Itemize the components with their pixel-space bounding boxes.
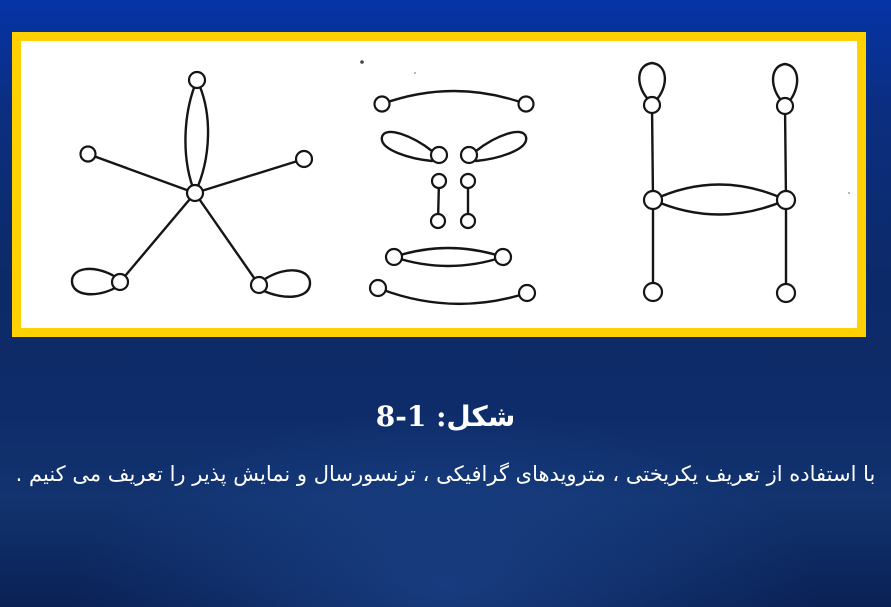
right-h-multigraph: [639, 63, 797, 302]
double-edge: [394, 257, 503, 266]
double-edge: [653, 185, 786, 201]
edge: [195, 159, 304, 193]
scan-speck: [414, 72, 416, 74]
node: [189, 72, 205, 88]
node: [777, 284, 795, 302]
figure-caption: شكل: 1-8: [375, 400, 516, 433]
node: [431, 214, 445, 228]
curved-edge: [382, 91, 526, 104]
self-loop: [382, 132, 432, 161]
node: [81, 147, 96, 162]
double-edge: [185, 80, 197, 193]
figure-frame: [12, 32, 866, 337]
node: [296, 151, 312, 167]
node: [187, 185, 203, 201]
node: [370, 280, 386, 296]
self-loop: [264, 270, 310, 296]
edge: [120, 193, 195, 282]
node: [461, 214, 475, 228]
node: [777, 191, 795, 209]
node: [432, 174, 446, 188]
middle-disconnected-graph: [370, 91, 535, 304]
left-star-multigraph: [72, 72, 312, 297]
edge: [652, 105, 653, 200]
edge: [785, 106, 786, 200]
node: [461, 174, 475, 188]
curved-edge: [378, 288, 527, 304]
node: [431, 147, 447, 163]
scan-speck: [360, 60, 364, 64]
edge: [195, 193, 259, 285]
scan-speck: [848, 192, 850, 194]
node: [777, 98, 793, 114]
node: [495, 249, 511, 265]
node: [644, 97, 660, 113]
figure-description: با استفاده از تعریف یکریختی ، مترویدهای گرافیکی ، ترنسورسال و نمایش پذیر را تعریف می کنیم .: [15, 462, 876, 486]
edge: [88, 154, 195, 193]
double-edge: [195, 80, 208, 193]
node: [644, 191, 662, 209]
self-loop: [639, 63, 665, 98]
node: [251, 277, 267, 293]
node: [375, 97, 390, 112]
node: [519, 285, 535, 301]
node: [519, 97, 534, 112]
node: [386, 249, 402, 265]
node: [644, 283, 662, 301]
double-edge: [653, 200, 786, 215]
double-edge: [394, 248, 503, 257]
graphs-figure: [21, 41, 857, 328]
node: [112, 274, 128, 290]
self-loop: [773, 64, 797, 99]
self-loop: [476, 132, 526, 161]
self-loop: [72, 269, 115, 294]
node: [461, 147, 477, 163]
